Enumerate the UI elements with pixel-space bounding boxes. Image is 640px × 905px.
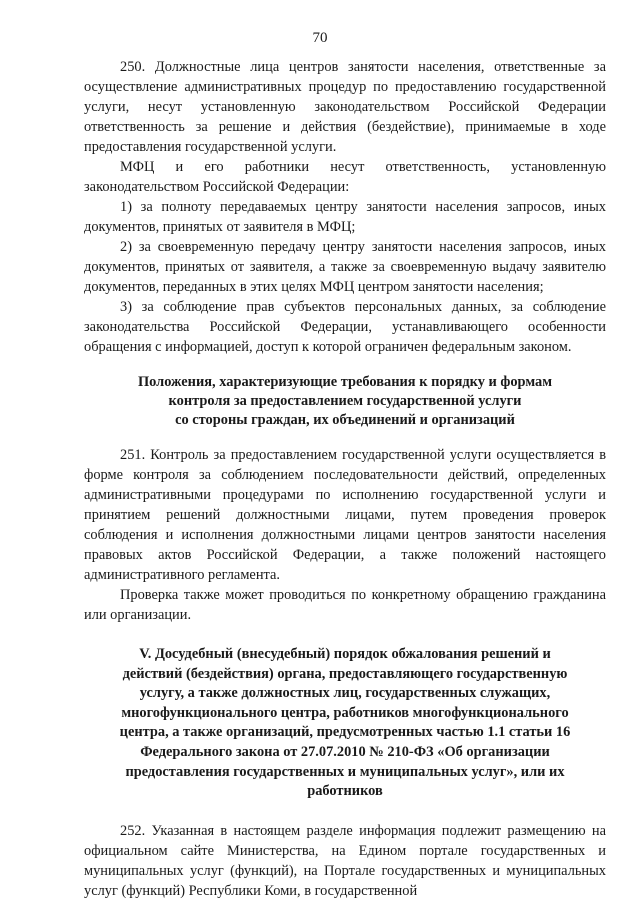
paragraph-250: 250. Должностные лица центров занятости населения, ответственные за осуществление административных процедур по предоставлению государственной услуги, несут установленную законодательством Российской Федерации ответственность за решение и действия (бездействие), принимаемые в ходе предоставления государственной услуги.	[84, 59, 606, 155]
heading-line: центра, а также организаций, предусмотренных частью 1.1 статьи 16	[119, 724, 571, 741]
section-heading-v	[84, 645, 606, 802]
paragraph-mfc-responsibility: МФЦ и его работники несут ответственность, установленную законодательством Российской Федерации:	[84, 159, 606, 195]
list-item-3: 3) за соблюдение прав субъектов персональных данных, за соблюдение законодательства Российской Федерации, устанавливающего особенности обращения с информацией, доступ к которой ограничен федеральным законом.	[84, 299, 606, 355]
heading-line: работников	[307, 783, 383, 800]
heading-line: V. Досудебный (внесудебный) порядок обжалования решений и	[139, 646, 551, 662]
heading-line: предоставления государственных и муниципальных услуг», или их	[125, 763, 565, 780]
heading-line: Положения, характеризующие требования к порядку и формам	[137, 374, 553, 390]
heading-line: действий (бездействия) органа, предоставляющего государственную	[122, 665, 568, 682]
heading-line: многофункционального центра, работников многофункционального	[121, 704, 569, 721]
page-number: 70	[312, 30, 328, 46]
list-item-2: 2) за своевременную передачу центру занятости населения запросов, иных документов, принятых от заявителя, а также за своевременную выдачу заявителю документов, переданных в этих целях МФЦ центром занятости населения;	[84, 239, 606, 295]
heading-line: контроля за предоставлением государственной услуги	[168, 393, 522, 409]
list-item-1: 1) за полноту передаваемых центру занятости населения запросов, иных документов, принятых от заявителя в МФЦ;	[84, 199, 606, 235]
heading-line: Федерального закона от 27.07.2010 № 210-ФЗ «Об организации	[140, 743, 550, 760]
heading-line: услугу, а также должностных лиц, государственных служащих,	[139, 685, 551, 702]
paragraph-inspection: Проверка также может проводиться по конкретному обращению гражданина или организации.	[84, 587, 606, 623]
paragraph-252: 252. Указанная в настоящем разделе информация подлежит размещению на официальном сайте Министерства, на Едином портале государственных и муниципальных услуг (функций), на Портале государственных и муниципальных услуг (функций) Республики Коми, в государственной	[84, 822, 606, 899]
section-heading-control	[94, 373, 596, 430]
heading-line: со стороны граждан, их объединений и организаций	[175, 412, 515, 428]
paragraph-251: 251. Контроль за предоставлением государственной услуги осуществляется в форме контроля за соблюдением последовательности действий, определенных административными процедурами по исполнению государственной услуги и принятием решений должностными лицами, путем проведения проверок соблюдения и исполнения должностными лицами центров занятости населения правовых актов Российской Федерации, а также положений настоящего административного регламента.	[84, 447, 606, 583]
document-body	[84, 57, 606, 901]
